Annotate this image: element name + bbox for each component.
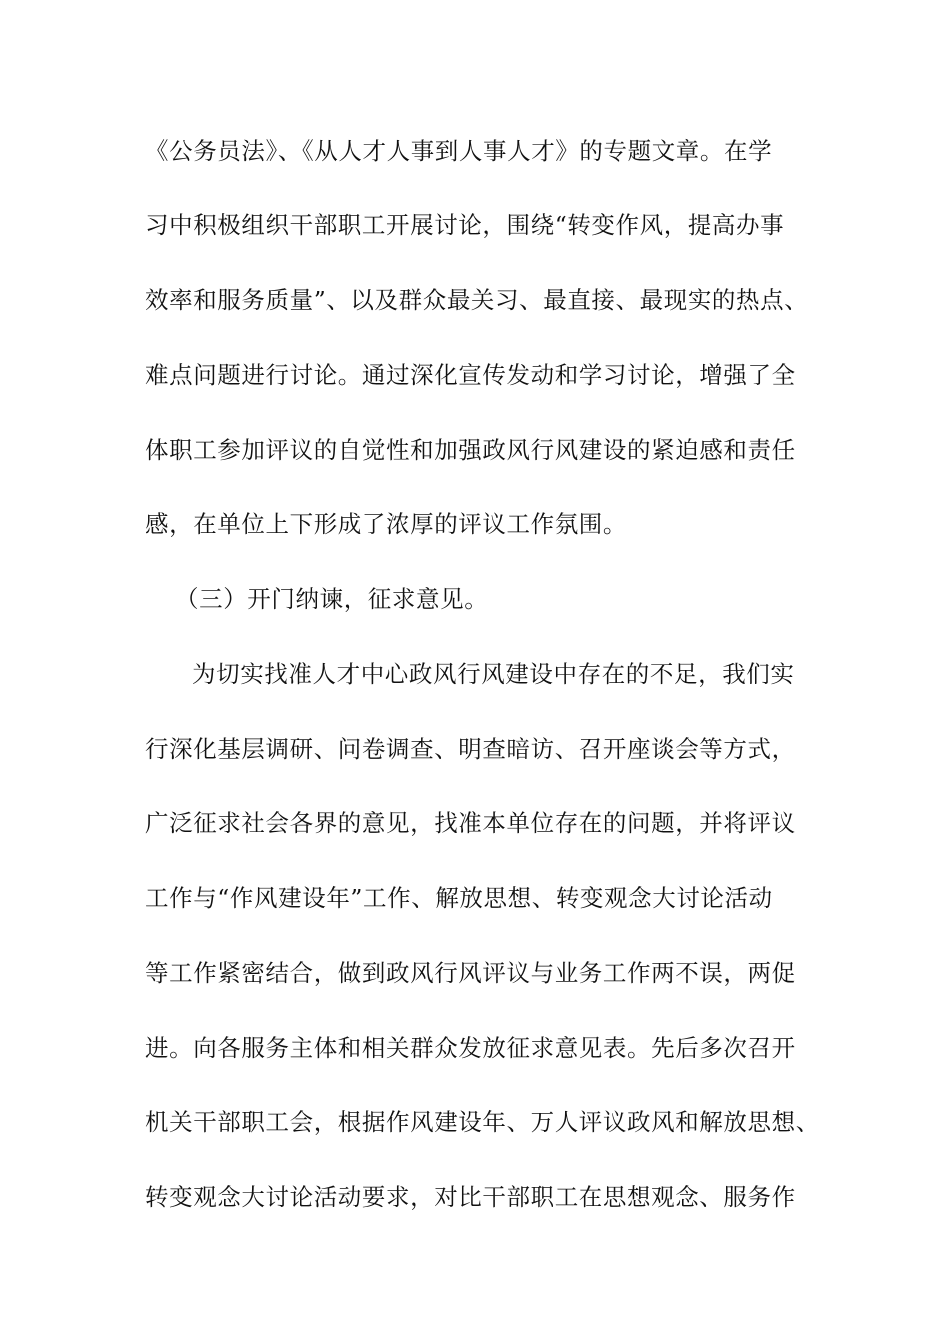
section-heading: （三）开门纳谏，征求意见。 [175, 585, 489, 613]
text-line: 等工作紧密结合，做到政风行风评议与业务工作两不误，两促 [145, 959, 796, 987]
text-line: 体职工参加评议的自觉性和加强政风行风建设的紧迫感和责任 [145, 436, 796, 464]
text-line: 习中积极组织干部职工开展讨论，围绕“转变作风，提高办事 [145, 211, 785, 239]
text-line: 工作与“作风建设年”工作、解放思想、转变观念大讨论活动 [145, 884, 773, 912]
text-line: 进。向各服务主体和相关群众发放征求意见表。先后多次召开 [145, 1034, 796, 1062]
text-line: 《公务员法》、《从人才人事到人事人才》的专题文章。在学 [145, 137, 773, 165]
paragraph-first-line: 为切实找准人才中心政风行风建设中存在的不足，我们实 [192, 660, 795, 688]
text-line: 广泛征求社会各界的意见，找准本单位存在的问题，并将评议 [145, 809, 796, 837]
text-line: 转变观念大讨论活动要求，对比干部职工在思想观念、服务作 [145, 1183, 796, 1211]
text-line: 感，在单位上下形成了浓厚的评议工作氛围。 [145, 510, 627, 538]
text-line: 效率和服务质量”、以及群众最关习、最直接、最现实的热点、 [145, 286, 809, 314]
text-line: 机关干部职工会，根据作风建设年、万人评议政风和解放思想、 [145, 1108, 820, 1136]
text-line: 行深化基层调研、问卷调查、明查暗访、召开座谈会等方式， [145, 735, 796, 763]
text-line: 难点问题进行讨论。通过深化宣传发动和学习讨论，增强了全 [145, 361, 796, 389]
